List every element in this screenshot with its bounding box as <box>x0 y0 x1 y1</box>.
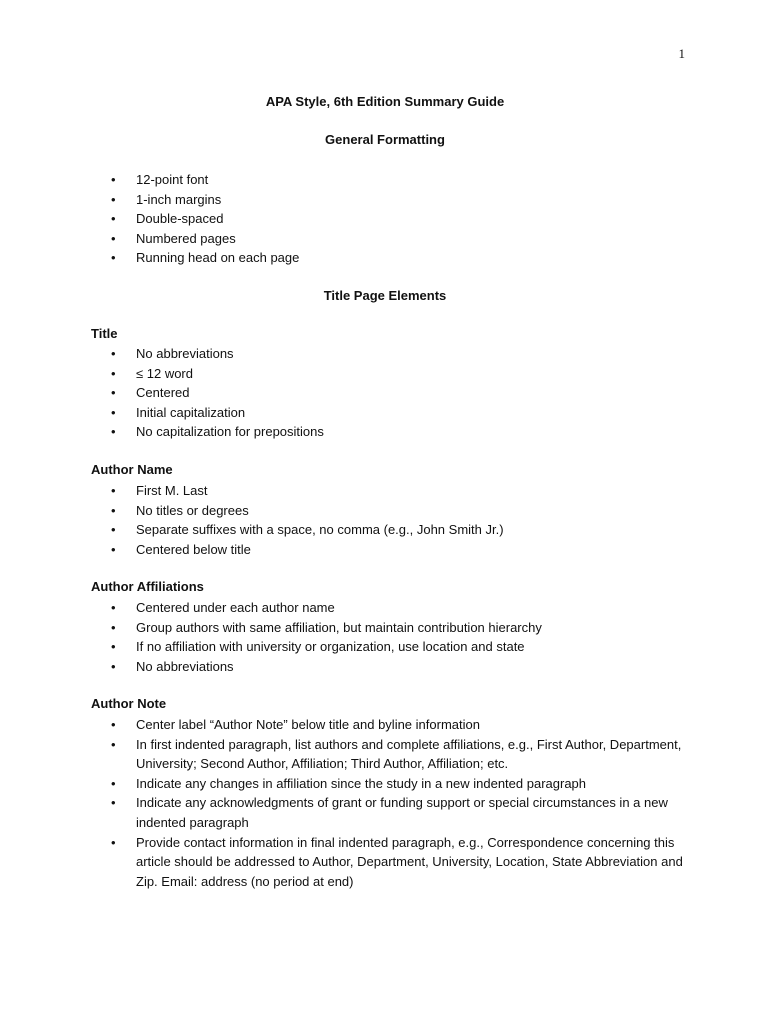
list-item: • Indicate any acknowledgments of grant or funding support or special circumstances in a new indented paragraph <box>111 793 691 832</box>
author-name-heading: Author Name <box>91 462 173 477</box>
list-item: • Separate suffixes with a space, no comma (e.g., John Smith Jr.) <box>111 520 691 540</box>
general-formatting-heading: General Formatting <box>325 132 445 147</box>
author-note-list <box>111 715 691 891</box>
list-item: • No abbreviations <box>111 657 691 677</box>
document-title: APA Style, 6th Edition Summary Guide <box>265 94 505 109</box>
list-item: • Center label “Author Note” below title and byline information <box>111 715 691 735</box>
list-item: • Double-spaced <box>111 209 691 229</box>
list-item: • Running head on each page <box>111 248 691 268</box>
list-item: • No abbreviations <box>111 344 691 364</box>
list-item: • Indicate any changes in affiliation since the study in a new indented paragraph <box>111 774 691 794</box>
author-name-list <box>111 481 691 559</box>
list-item: • Centered below title <box>111 540 691 560</box>
title-section-heading: Title <box>91 326 118 341</box>
list-item: • Centered under each author name <box>111 598 691 618</box>
list-item: • No titles or degrees <box>111 501 691 521</box>
list-item: • No capitalization for prepositions <box>111 422 691 442</box>
title-page-elements-heading: Title Page Elements <box>323 288 447 303</box>
list-item: • ≤ 12 word <box>111 364 691 384</box>
list-item: • 1-inch margins <box>111 190 691 210</box>
list-item: • First M. Last <box>111 481 691 501</box>
author-note-heading: Author Note <box>91 696 167 711</box>
list-item: • Centered <box>111 383 691 403</box>
page-number: 1 <box>678 46 685 61</box>
list-item: • Provide contact information in final indented paragraph, e.g., Correspondence concerning this article should be addressed to Author, Department, University, Location, State Abbreviation and Zip. Email: address (no period at end) <box>111 833 691 892</box>
list-item: • Numbered pages <box>111 229 691 249</box>
list-item: • In first indented paragraph, list authors and complete affiliations, e.g., First Author, Department, University; Second Author, Affiliation; Third Author, Affiliation; etc. <box>111 735 691 774</box>
author-affiliations-list <box>111 598 691 676</box>
list-item: • 12-point font <box>111 170 691 190</box>
general-formatting-list <box>111 170 691 268</box>
list-item: • Group authors with same affiliation, but maintain contribution hierarchy <box>111 618 691 638</box>
author-affiliations-heading: Author Affiliations <box>91 579 204 594</box>
list-item: • If no affiliation with university or organization, use location and state <box>111 637 691 657</box>
list-item: • Initial capitalization <box>111 403 691 423</box>
title-section-list <box>111 344 691 442</box>
